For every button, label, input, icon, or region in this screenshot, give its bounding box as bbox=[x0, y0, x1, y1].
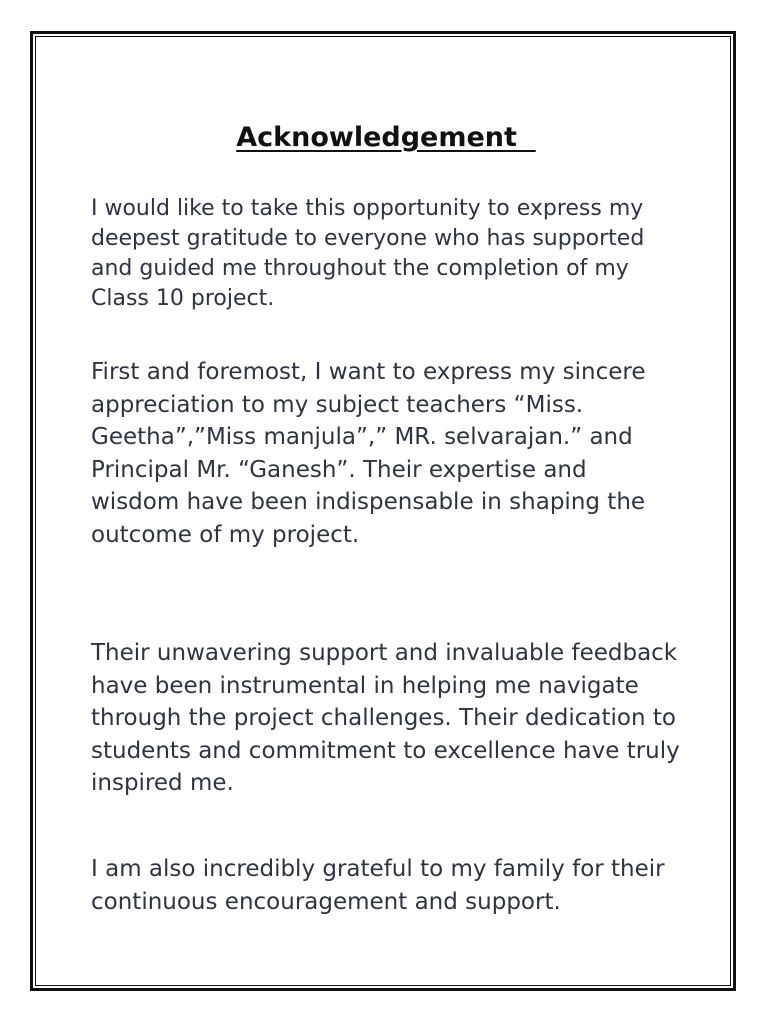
paragraph-intro: I would like to take this opportunity to express my deepest gratitude to everyone who has supported and guided me throughout the completion of my Class 10 project. bbox=[91, 196, 645, 311]
page-title: Acknowledgement bbox=[236, 122, 536, 153]
paragraph-teachers: First and foremost, I want to express my sincere appreciation to my subject teachers “Miss. Geetha”,”Miss manjula”,” MR. selvarajan.” and Principal Mr. “Ganesh”. Their expertise and wisdom have been indispensable in shaping the outcome of my project. bbox=[91, 359, 646, 548]
page-title-container bbox=[0, 116, 768, 154]
paragraph-family: I am also incredibly grateful to my family for their continuous encouragement and support. bbox=[91, 856, 665, 915]
paragraph-support: Their unwavering support and invaluable feedback have been instrumental in helping me navigate through the project challenges. Their dedication to students and commitment to excellence have truly inspired me. bbox=[91, 640, 680, 796]
